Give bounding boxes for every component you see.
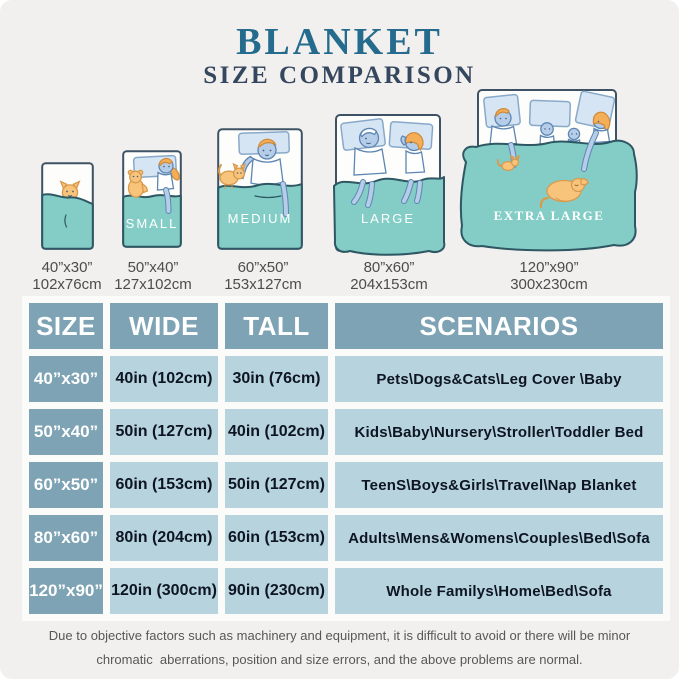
- size-inches: 50”x40”: [127, 259, 179, 276]
- bed-illustration-extra-large: [452, 88, 644, 255]
- header-wide: WIDE: [110, 303, 218, 349]
- size-caption-large: [319, 259, 459, 293]
- size-caption-extra-large: [479, 259, 619, 293]
- table-row: [29, 409, 663, 455]
- size-inches: 120”x90”: [519, 259, 579, 276]
- cell-scenarios: Pets\Dogs&Cats\Leg Cover \Baby: [335, 356, 663, 402]
- cell-scenarios: Kids\Baby\Nursery\Stroller\Toddler Bed: [335, 409, 663, 455]
- cell-size: 80”x60”: [29, 515, 103, 561]
- cell-wide: 60in (153cm): [110, 462, 218, 508]
- cell-tall: 90in (230cm): [225, 568, 328, 614]
- cell-size: 40”x30”: [29, 356, 103, 402]
- size-caption-medium: [193, 259, 333, 293]
- cell-size: 60”x50”: [29, 462, 103, 508]
- cell-size: 120”x90”: [29, 568, 103, 614]
- table-row: [29, 515, 663, 561]
- size-comparison-table: [22, 296, 670, 621]
- bed-size-tag: LARGE: [360, 211, 416, 226]
- disclaimer-line-1: Due to objective factors such as machinery and equipment, it is difficult to avoid or there will be minor: [48, 628, 631, 643]
- cell-size: 50”x40”: [29, 409, 103, 455]
- disclaimer: [0, 624, 679, 672]
- girl-arm: [166, 190, 169, 211]
- cell-scenarios: TeenS\Boys&Girls\Travel\Nap Blanket: [335, 462, 663, 508]
- size-cm: 102x76cm: [32, 276, 102, 293]
- header-scenarios: SCENARIOS: [335, 303, 663, 349]
- cell-wide: 50in (127cm): [110, 409, 218, 455]
- bed-illustration-medium: [217, 128, 303, 250]
- table-row: [29, 356, 663, 402]
- bed-illustration-small: [122, 150, 182, 248]
- size-inches: 40”x30”: [41, 259, 93, 276]
- cell-scenarios: Whole Familys\Home\Bed\Sofa: [335, 568, 663, 614]
- table-header-row: [29, 303, 663, 349]
- cell-scenarios: Adults\Mens&Womens\Couples\Bed\Sofa: [335, 515, 663, 561]
- header-size: SIZE: [29, 303, 103, 349]
- cell-tall: 30in (76cm): [225, 356, 328, 402]
- page-title: BLANKET: [236, 21, 443, 63]
- size-cm: 153x127cm: [224, 276, 302, 293]
- disclaimer-line-2: chromatic aberrations, position and size errors, and the above problems are normal.: [96, 652, 583, 667]
- blanket-shape: [42, 194, 93, 249]
- header-tall: TALL: [225, 303, 328, 349]
- bed-size-tag: MEDIUM: [227, 211, 293, 226]
- size-inches: 60”x50”: [237, 259, 289, 276]
- bed-size-tag: EXTRA LARGE: [493, 208, 605, 223]
- bed-illustration-xsmall: [41, 162, 94, 250]
- cell-wide: 80in (204cm): [110, 515, 218, 561]
- size-inches: 80”x60”: [363, 259, 415, 276]
- size-cm: 300x230cm: [510, 276, 588, 293]
- cell-tall: 40in (102cm): [225, 409, 328, 455]
- table-row: [29, 462, 663, 508]
- bed-size-tag: SMALL: [125, 216, 179, 231]
- bed-illustration-large: [332, 112, 446, 258]
- cell-wide: 120in (300cm): [110, 568, 218, 614]
- cell-tall: 60in (153cm): [225, 515, 328, 561]
- pillow: [530, 100, 571, 126]
- cell-tall: 50in (127cm): [225, 462, 328, 508]
- page-subtitle: SIZE COMPARISON: [203, 62, 476, 89]
- size-cm: 127x102cm: [114, 276, 192, 293]
- table-row: [29, 568, 663, 614]
- cell-wide: 40in (102cm): [110, 356, 218, 402]
- size-cm: 204x153cm: [350, 276, 428, 293]
- man-arm: [283, 184, 286, 214]
